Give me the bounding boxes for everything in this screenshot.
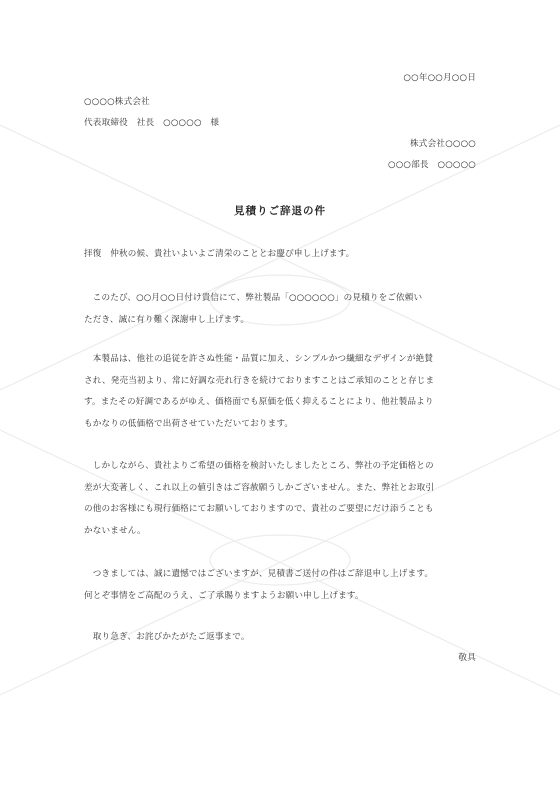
- paragraph-line: もかなりの低価格で出荷させていただいております。: [84, 418, 294, 429]
- paragraph-line: 差が大変著しく、これ以上の値引きはご容赦願うしかございません。また、弊社とお取引: [84, 482, 435, 493]
- paragraph-closing-remark: [84, 627, 484, 649]
- document-title: 見積りご辞退の件: [234, 205, 326, 217]
- paragraph-line: つきましては、誠に遺憾ではございますが、見積書ご送付の件はご辞退申し上げます。: [84, 569, 434, 579]
- sender-person: ○○○部長 ○○○○○: [388, 160, 476, 170]
- paragraph-line: 取り急ぎ、お詫びかたがたご返事まで。: [84, 632, 250, 642]
- paragraph-line: す。またその好調であるがゆえ、価格面でも原価を低く抑えることにより、他社製品より: [84, 397, 434, 407]
- paragraph-greeting: [84, 244, 484, 266]
- paragraph-line: され、発売当初より、常に好調な売れ行きを続けておりますことはご承知のことと存じま: [84, 375, 435, 386]
- paragraph-thanks: [84, 288, 484, 331]
- paragraph-line: 拝復 仲秋の候、貴社いよいよご清栄のこととお慶び申し上げます。: [84, 249, 355, 259]
- paragraph-line: の他のお客様にも現行価格にてお願いしておりますので、貴社のご要望にだけ添うことも: [84, 504, 434, 514]
- paragraph-product: [84, 349, 484, 435]
- recipient-person: 代表取締役 社長 ○○○○○ 様: [84, 118, 220, 128]
- closing-word: 敬具: [458, 653, 476, 663]
- paragraph-line: ただき、誠に有り難く深謝申し上げます。: [84, 314, 250, 325]
- sender-company: 株式会社○○○○: [410, 139, 476, 149]
- paragraph-decline: [84, 564, 484, 607]
- paragraph-price: [84, 456, 484, 542]
- paragraph-line: かないません。: [84, 525, 146, 536]
- paragraph-line: 何とぞ事情をご高配のうえ、ご了承賜りますようお願い申し上げます。: [84, 590, 364, 601]
- paragraph-line: このたび、○○月○○日付け貴信にて、弊社製品「○○○○○○」の見積りをご依頼い: [84, 293, 423, 303]
- date: ○○年○○月○○日: [403, 73, 476, 83]
- paragraph-line: しかしながら、貴社よりご希望の価格を検討いたしましたところ、弊社の予定価格との: [84, 461, 434, 471]
- paragraph-line: 本製品は、他社の追従を許さぬ性能・品質に加え、シンプルかつ繊細なデザインが絶賛: [84, 354, 434, 364]
- recipient-company: ○○○○株式会社: [84, 97, 150, 107]
